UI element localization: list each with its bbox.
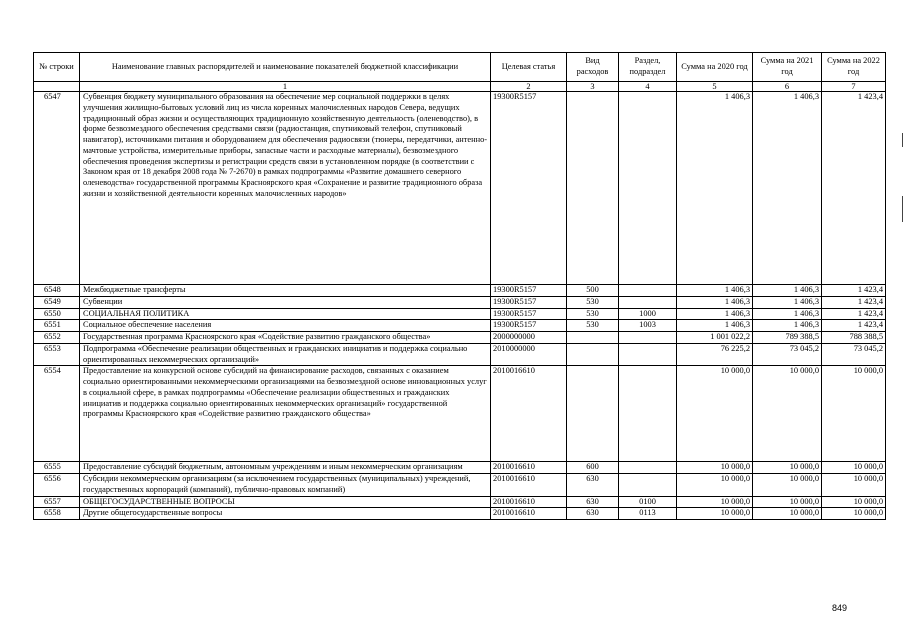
table-row: [34, 92, 886, 285]
row-sum-2021: 789 388,5: [753, 332, 822, 344]
row-sum-2020: 1 001 022,2: [677, 332, 753, 344]
row-sum-2020: 1 406,3: [677, 296, 753, 308]
row-sum-2020: 1 406,3: [677, 320, 753, 332]
row-target: 19300R5157: [491, 308, 567, 320]
row-number: 6552: [34, 332, 80, 344]
row-name: Другие общегосударственные вопросы: [80, 508, 491, 520]
col-num: 6: [753, 82, 822, 92]
col-num: 3: [567, 82, 619, 92]
row-exp-type: 500: [567, 285, 619, 297]
row-sum-2022: 10 000,0: [822, 366, 886, 462]
row-number: 6557: [34, 496, 80, 508]
header-sum-2021: Сумма на 2021 год: [753, 53, 822, 82]
row-exp-type: 530: [567, 296, 619, 308]
row-sum-2022: 10 000,0: [822, 508, 886, 520]
row-sum-2022: 788 388,5: [822, 332, 886, 344]
col-num: 4: [619, 82, 677, 92]
column-number-row: [34, 82, 886, 92]
row-sum-2022: 10 000,0: [822, 474, 886, 497]
row-sum-2022: 1 423,4: [822, 320, 886, 332]
col-num: 2: [491, 82, 567, 92]
col-num: 1: [80, 82, 491, 92]
row-sum-2022: 1 423,4: [822, 296, 886, 308]
row-target: 19300R5157: [491, 92, 567, 285]
row-sum-2020: 10 000,0: [677, 508, 753, 520]
row-target: 2010016610: [491, 366, 567, 462]
row-sum-2021: 10 000,0: [753, 366, 822, 462]
row-name: Социальное обеспечение населения: [80, 320, 491, 332]
row-name: Субвенции: [80, 296, 491, 308]
header-target: Целевая статья: [491, 53, 567, 82]
row-section: 1003: [619, 320, 677, 332]
row-sum-2020: 10 000,0: [677, 366, 753, 462]
row-name: Предоставление на конкурсной основе субсидий на финансирование расходов, связанных с оказанием социально ориентированными некоммерческими организациями на безвозмездной основе инновационных услуг в социальной сфере, в рамках подпрограммы «Обеспечение реализации общественных и гражданских инициатив и поддержка социально ориентированных некоммерческих организаций» государственной программы Красноярского края «Содействие развитию гражданского общества»: [80, 366, 491, 462]
table-row: [34, 343, 886, 366]
binding-mark: [902, 133, 903, 147]
row-sum-2020: 76 225,2: [677, 343, 753, 366]
row-exp-type: 630: [567, 496, 619, 508]
row-exp-type: [567, 343, 619, 366]
header-exp-type: Вид расходов: [567, 53, 619, 82]
row-name: Предоставление субсидий бюджетным, автономным учреждениям и иным некоммерческим организациям: [80, 462, 491, 474]
row-exp-type: 530: [567, 320, 619, 332]
row-name: Государственная программа Красноярского края «Содействие развитию гражданского общества»: [80, 332, 491, 344]
row-section: [619, 474, 677, 497]
row-name: ОБЩЕГОСУДАРСТВЕННЫЕ ВОПРОСЫ: [80, 496, 491, 508]
row-section: [619, 366, 677, 462]
row-name: СОЦИАЛЬНАЯ ПОЛИТИКА: [80, 308, 491, 320]
row-sum-2020: 10 000,0: [677, 496, 753, 508]
row-sum-2020: 10 000,0: [677, 474, 753, 497]
row-target: 2010016610: [491, 462, 567, 474]
table-row: [34, 308, 886, 320]
row-sum-2021: 1 406,3: [753, 296, 822, 308]
row-section: 0100: [619, 496, 677, 508]
header-sum-2020: Сумма на 2020 год: [677, 53, 753, 82]
row-exp-type: 530: [567, 308, 619, 320]
row-section: [619, 285, 677, 297]
row-sum-2021: 73 045,2: [753, 343, 822, 366]
row-target: 2010016610: [491, 496, 567, 508]
budget-table: [33, 52, 886, 520]
table-row: [34, 285, 886, 297]
row-section: [619, 462, 677, 474]
row-number: 6556: [34, 474, 80, 497]
table-row: [34, 320, 886, 332]
row-sum-2021: 1 406,3: [753, 320, 822, 332]
row-section: 0113: [619, 508, 677, 520]
row-section: 1000: [619, 308, 677, 320]
row-section: [619, 332, 677, 344]
col-num: 7: [822, 82, 886, 92]
row-sum-2021: 1 406,3: [753, 285, 822, 297]
page-number: 849: [832, 603, 848, 613]
row-number: 6558: [34, 508, 80, 520]
row-number: 6553: [34, 343, 80, 366]
row-section: [619, 92, 677, 285]
row-sum-2021: 10 000,0: [753, 508, 822, 520]
row-number: 6547: [34, 92, 80, 285]
table-row: [34, 462, 886, 474]
row-sum-2020: 1 406,3: [677, 308, 753, 320]
header-sum-2022: Сумма на 2022 год: [822, 53, 886, 82]
row-sum-2022: 73 045,2: [822, 343, 886, 366]
col-num: [34, 82, 80, 92]
row-exp-type: [567, 332, 619, 344]
header-section: Раздел, подраздел: [619, 53, 677, 82]
row-target: 2000000000: [491, 332, 567, 344]
row-sum-2022: 10 000,0: [822, 462, 886, 474]
row-target: 2010000000: [491, 343, 567, 366]
row-sum-2022: 1 423,4: [822, 92, 886, 285]
row-sum-2020: 1 406,3: [677, 92, 753, 285]
row-name: Субсидии некоммерческим организациям (за исключением государственных (муниципальных) учреждений, государственных корпораций (компаний), публично-правовых компаний): [80, 474, 491, 497]
row-target: 19300R5157: [491, 320, 567, 332]
row-number: 6548: [34, 285, 80, 297]
row-sum-2022: 10 000,0: [822, 496, 886, 508]
row-number: 6554: [34, 366, 80, 462]
row-target: 19300R5157: [491, 285, 567, 297]
row-number: 6555: [34, 462, 80, 474]
row-sum-2022: 1 423,4: [822, 308, 886, 320]
binding-mark: [902, 196, 903, 222]
row-exp-type: 600: [567, 462, 619, 474]
header-row: [34, 53, 886, 82]
row-sum-2021: 1 406,3: [753, 92, 822, 285]
table-row: [34, 474, 886, 497]
col-num: 5: [677, 82, 753, 92]
row-section: [619, 296, 677, 308]
row-number: 6550: [34, 308, 80, 320]
row-sum-2020: 10 000,0: [677, 462, 753, 474]
row-exp-type: 630: [567, 474, 619, 497]
row-target: 2010016610: [491, 474, 567, 497]
table-row: [34, 496, 886, 508]
row-exp-type: [567, 366, 619, 462]
row-name: Субвенция бюджету муниципального образования на обеспечение мер социальной поддержки в целях улучшения жилищно-бытовых условий лиц из числа коренных малочисленных народов Севера, ведущих традиционный образ жизни и осуществляющих традиционную хозяйственную деятельность (оленеводство), в форме безвозмездного обеспечения средствами связи (радиостанция, спутниковый телефон, спутниковый навигатор), источниками питания и оборудованием для обеспечения радиосвязи (тюнеры, передатчики, антенно-мачтовые устройства, измерительные приборы, запасные части и расходные материалы), безвозмездного обеспечения проведения экспертизы и регистрации средств связи в установленном порядке (в соответствии с Законом края от 18 декабря 2008 года № 7-2670) в рамках подпрограммы «Развитие домашнего северного оленеводства» государственной программы Красноярского края «Сохранение и развитие традиционного образа жизни и хозяйственной деятельности коренных малочисленных народов»: [80, 92, 491, 285]
row-number: 6549: [34, 296, 80, 308]
table-row: [34, 332, 886, 344]
row-number: 6551: [34, 320, 80, 332]
row-target: 19300R5157: [491, 296, 567, 308]
row-name: Подпрограмма «Обеспечение реализации общественных и гражданских инициатив и поддержка социально ориентированных некоммерческих организаций»: [80, 343, 491, 366]
row-sum-2021: 10 000,0: [753, 462, 822, 474]
row-section: [619, 343, 677, 366]
table-row: [34, 366, 886, 462]
row-sum-2021: 1 406,3: [753, 308, 822, 320]
row-sum-2021: 10 000,0: [753, 496, 822, 508]
row-name: Межбюджетные трансферты: [80, 285, 491, 297]
header-row-no: № строки: [34, 53, 80, 82]
row-exp-type: [567, 92, 619, 285]
row-exp-type: 630: [567, 508, 619, 520]
row-sum-2020: 1 406,3: [677, 285, 753, 297]
row-sum-2022: 1 423,4: [822, 285, 886, 297]
row-sum-2021: 10 000,0: [753, 474, 822, 497]
table-body: [34, 92, 886, 520]
table-row: [34, 508, 886, 520]
table-row: [34, 296, 886, 308]
row-target: 2010016610: [491, 508, 567, 520]
header-name: Наименование главных распорядителей и наименование показателей бюджетной классификации: [80, 53, 491, 82]
